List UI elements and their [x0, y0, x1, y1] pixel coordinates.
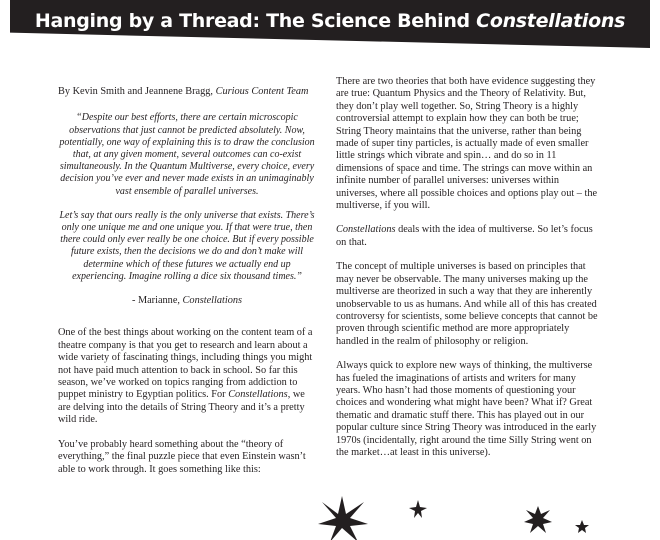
quote-paragraph-2: Let’s say that ours really is the only universe that exists. There’s only one unique me and one unique you. If that were true, then there could only ever really be one choice. But if every possible future exists, then the decisions we do and don’t make will determine which of these futures we actually end up experiencing. Imagine rolling a dice six thousand times.” [59, 209, 315, 282]
body-paragraph-5: The concept of multiple universes is based on principles that may never be observable. The many universes making up the multiverse are theorized in such a way that they are inherently unobservable to us as humans. And while all of this has created controversy for scientists, some believe concepts that cannot be proven through scientific method are more appropriately handled in the realm of philosophy or religion. [336, 261, 598, 347]
para-4-text: deals with the idea of multiverse. So let’s focus on that. [336, 224, 593, 248]
quote-attribution [58, 295, 316, 307]
body-paragraph-1 [58, 327, 316, 426]
star-medium-icon [524, 506, 552, 533]
para-1-text-a: One of the best things about working on the content team of a theatre company is that you get to research and learn about a wide variety of fascinating things, including things you might not have paid much attention to back in school. So far this season, we’ve worked on topics ranging from addiction to puppet ministry to Egyptian politics. For [58, 327, 313, 401]
right-column [336, 76, 598, 471]
quote-paragraph-1: “Despite our best efforts, there are certain microscopic observations that just cannot be predicted absolutely. Now, potentially, one way of explaining this is to draw the conclusion that, at any given moment, several outcomes can co-exist simultaneously. In the Quantum Multiverse, every choice, every decision you’ve ever and never made exists in an unimaginably vast ensemble of parallel universes. [59, 112, 315, 197]
attribution-work: Constellations [182, 295, 243, 307]
star-small-icon [409, 500, 427, 518]
body-paragraph-3: There are two theories that both have evidence suggesting they are true: Quantum Physics and the Theory of Relativity. But, they don’t play well together. So, String Theory is a highly controversial attempt to explain how they can both be true; String Theory maintains that the universe, rather than being made of super tiny particles, is actually made of even smaller little strings which vibrate and spin… and do so in 11 dimensions of space and time. The strings can move within an infinite number of parallel universes: universes within universes, where all possible choices and options play out – the multiverse, if you will. [336, 76, 598, 212]
star-large-icon [318, 496, 368, 540]
para-1-italic: Constellations [228, 389, 288, 401]
byline-team: Curious Content Team [215, 86, 309, 97]
star-tiny-icon [575, 520, 589, 533]
title-text: Hanging by a Thread: The Science Behind [34, 10, 477, 32]
para-1-text-b: , we are delving into the details of String Theory and it’s a pretty wild ride. [58, 389, 305, 426]
para-4-italic: Constellations [336, 224, 396, 236]
body-paragraph-6: Always quick to explore new ways of thinking, the multiverse has fueled the imaginations of artists and writers for many years. Who hasn’t had those moments of questioning your choices and wondering what might have been? What if? Great thematic and dramatic stuff there. This has played out in our popular culture since String Theory was introduced in the early 1970s (incidentally, right around the time Silly String went on the market…at least in this universe). [336, 360, 597, 458]
attribution-name: - Marianne, [131, 295, 183, 307]
body-paragraph-4 [336, 224, 598, 249]
title-italic: Constellations [476, 10, 626, 32]
page-title [0, 10, 660, 32]
body-paragraph-2: You’ve probably heard something about the “theory of everything,” the final puzzle piece that even Einstein wasn’t able to work through. It goes something like this: [58, 438, 306, 475]
decorative-stars [300, 490, 600, 540]
byline [58, 86, 316, 98]
byline-authors: By Kevin Smith and Jeannene Bragg, [58, 86, 216, 97]
left-column [58, 76, 316, 488]
